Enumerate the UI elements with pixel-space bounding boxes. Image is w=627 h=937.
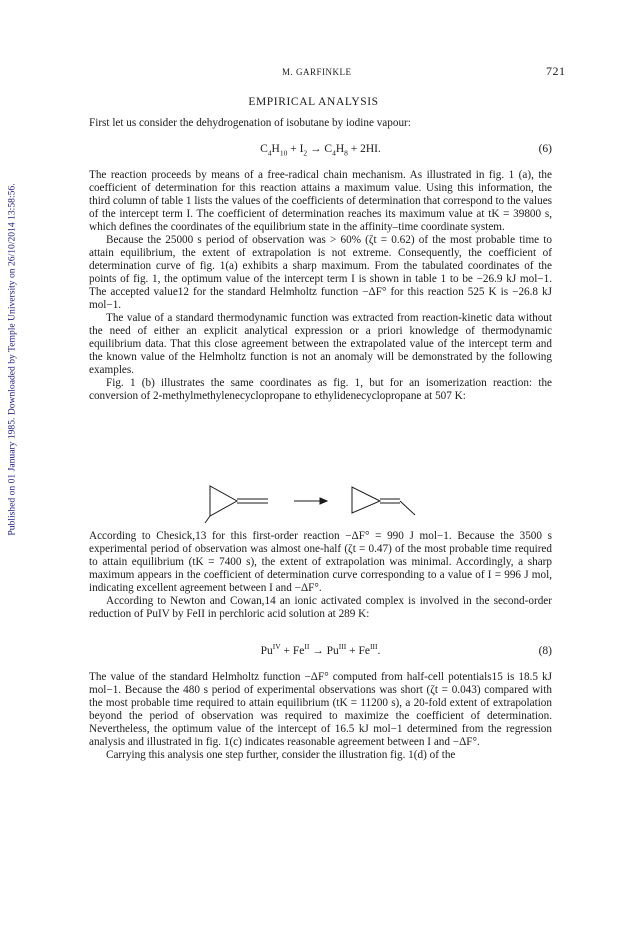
paragraph: According to Chesick,13 for this first-order reaction −ΔF° = 990 J mol−1. Because the 3500 s experimental period of observation was almost one-half (ζt = 0.47) of the most probable time required to attain equilibrium (tK = 7400 s), the extent of extrapolation was minimal. Accordingly, a sharp maximum appears in the coefficient of determination curve corresponding to a value of I = 996 J mol, indicating excellent agreement between I and −ΔF°. (89, 530, 552, 594)
equation-6 (89, 143, 552, 159)
paragraph: Fig. 1 (b) illustrates the same coordinates as fig. 1, but for an isomerization reaction: the conversion of 2-methylmethylenecyclopropane to ethylidenecyclopropane at 507 K: (89, 377, 552, 402)
equation-8 (89, 642, 552, 661)
exocyclic-double-bond (237, 499, 268, 503)
paragraph: The value of a standard thermodynamic function was extracted from reaction-kinetic data without the need of either an explicit analytical expression or a priori knowledge of thermodynamic equilibrium data. That this close agreement between the extrapolated value of the intercept term and the known value of the Helmholtz function is not an anomaly will be demonstrated by the following examples. (89, 312, 552, 376)
cyclopropane-ring-product (352, 487, 380, 513)
intro-text: First let us consider the dehydrogenation of isobutane by iodine vapour: (89, 117, 411, 129)
body-block-3 (89, 671, 552, 762)
paragraph: According to Newton and Cowan,14 an ionic activated complex is involved in the second-order reduction of PuIV by FeII in perchloric acid solution at 289 K: (89, 595, 552, 620)
equation-8-number: (8) (538, 645, 552, 657)
paragraph: The value of the standard Helmholtz function −ΔF° computed from half-cell potentials15 is 18.5 kJ mol−1. Because the 480 s period of experimental observations was short (ζt = 0.043) compared with the most probable time required to attain equilibrium (tK = 11200 s), a 20-fold extent of extrapolation beyond the period of observation was required to maximize the coefficient of determination. Nevertheless, the optimum value of the intercept of 16.5 kJ mol−1 determined from the regression analysis and illustrated in fig. 1(c) indicates reasonable agreement between I and −ΔF°. (89, 671, 552, 748)
paragraph: Because the 25000 s period of observation was > 60% (ζt = 0.62) of the most probable time to attain equilibrium, the extent of extrapolation is not extreme. Consequently, the coefficient of determination curve of fig. 1(a) exhibits a sharp maximum. From the tabulated coordinates of the points of fig. 1, the optimum value of the intercept term I is shown in table 1 to be −26.9 kJ mol−1. The accepted value12 for the standard Helmholtz function −ΔF° for this reaction 525 K is −26.8 kJ mol−1. (89, 234, 552, 311)
body-block-2 (89, 530, 552, 621)
equation-8-formula: $Pu^{IV} + Fe^{II} \to Pu^{III} + Fe^{III}$. (260, 642, 381, 657)
equation-6-number: (6) (538, 143, 552, 155)
ethylidene-methyl-bond (400, 501, 415, 515)
isomerization-structures (200, 483, 460, 525)
download-watermark: Published on 01 January 1985. Downloaded by Temple University on 26/10/2014 13:58:56. (6, 183, 18, 536)
ethylidene-double-bond (380, 499, 400, 503)
body-block-1 (89, 169, 552, 403)
paragraph: The reaction proceeds by means of a free-radical chain mechanism. As illustrated in fig. 1 (a), the coefficient of determination for this reaction attains a maximum value. Using this information, the third column of table 1 lists the values of the coefficients of determination that correspond to the values of the intercept term I. The coefficient of determination reaches its maximum value at tK = 39800 s, which defines the coordinates of the equilibrium state in the affinity–time coordinate system. (89, 169, 553, 233)
author-name: M. GARFINKLE (282, 67, 352, 77)
section-title: EMPIRICAL ANALYSIS (248, 96, 379, 108)
cyclopropane-ring-reactant (210, 486, 237, 516)
running-header (0, 64, 627, 80)
page-number: 721 (546, 64, 566, 78)
paragraph: Carrying this analysis one step further, consider the illustration fig. 1(d) of the (106, 749, 456, 761)
methyl-bond (205, 516, 210, 523)
equation-6-formula: $C_4H_{10} + I_2 \to C_4H_8 + 2HI$. (260, 143, 381, 158)
